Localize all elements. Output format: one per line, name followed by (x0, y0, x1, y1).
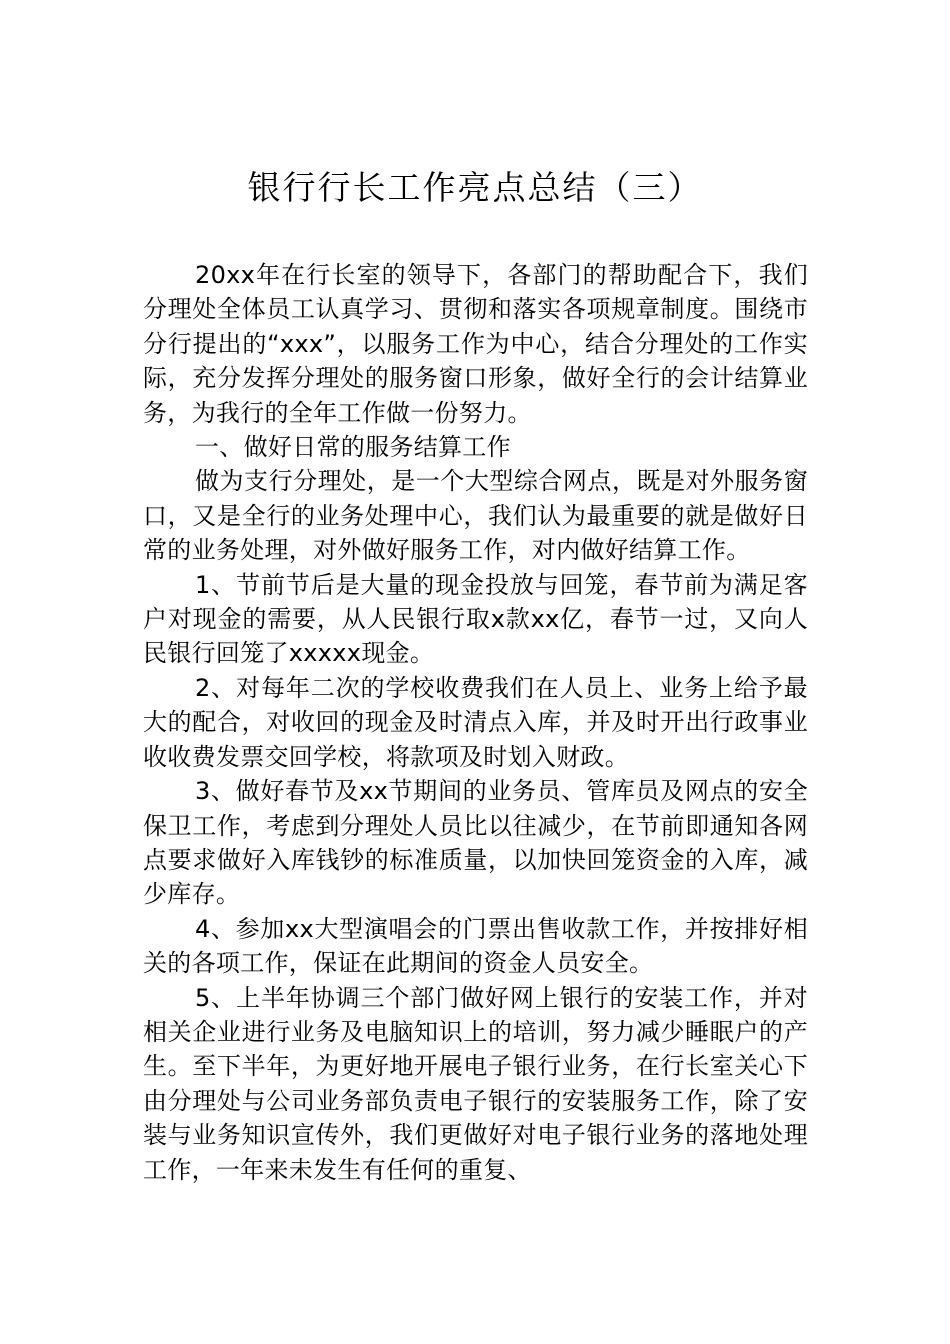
list-item-5: 5、上半年协调三个部门做好网上银行的安装工作，并对相关企业进行业务及电脑知识上的培训，努力减少睡眠户的产生。至下半年，为更好地开展电子银行业务，在行长室关心下由分理处与公司业务部负责电子银行的安装服务工作，除了安装与业务知识宣传外，我们更做好对电子银行业务的落地处理工作，一年来未发生有任何的重复、 (143, 983, 808, 1184)
document-body (143, 258, 808, 1187)
list-item-3: 3、做好春节及xx节期间的业务员、管库员及网点的安全保卫工作，考虑到分理处人员比以往减少，在节前即通知各网点要求做好入库钱钞的标准质量，以加快回笼资金的入库，减少库存。 (143, 777, 808, 909)
section-heading-1: 一、做好日常的服务结算工作 (195, 433, 511, 462)
list-item-2: 2、对每年二次的学校收费我们在人员上、业务上给予最大的配合，对收回的现金及时清点入库，并及时开出行政事业收收费发票交回学校，将款项及时划入财政。 (143, 673, 808, 771)
paragraph-intro: 20xx年在行长室的领导下，各部门的帮助配合下，我们分理处全体员工认真学习、贯彻和落实各项规章制度。围绕市分行提出的“xxx”，以服务工作为中心，结合分理处的工作实际，充分发挥分理处的服务窗口形象，做好全行的会计结算业务，为我行的全年工作做一份努力。 (143, 261, 808, 427)
list-item-4: 4、参加xx大型演唱会的门票出售收款工作，并按排好相关的各项工作，保证在此期间的资金人员安全。 (143, 914, 808, 978)
paragraph-section-1: 做为支行分理处，是一个大型综合网点，既是对外服务窗口，又是全行的业务处理中心，我们认为最重要的就是做好日常的业务处理，对外做好服务工作，对内做好结算工作。 (143, 467, 808, 565)
document-title: 银行行长工作亮点总结（三） (247, 168, 703, 207)
list-item-1: 1、节前节后是大量的现金投放与回笼，春节前为满足客户对现金的需要，从人民银行取x款xx亿，春节一过，又向人民银行回笼了xxxxx现金。 (143, 570, 808, 668)
